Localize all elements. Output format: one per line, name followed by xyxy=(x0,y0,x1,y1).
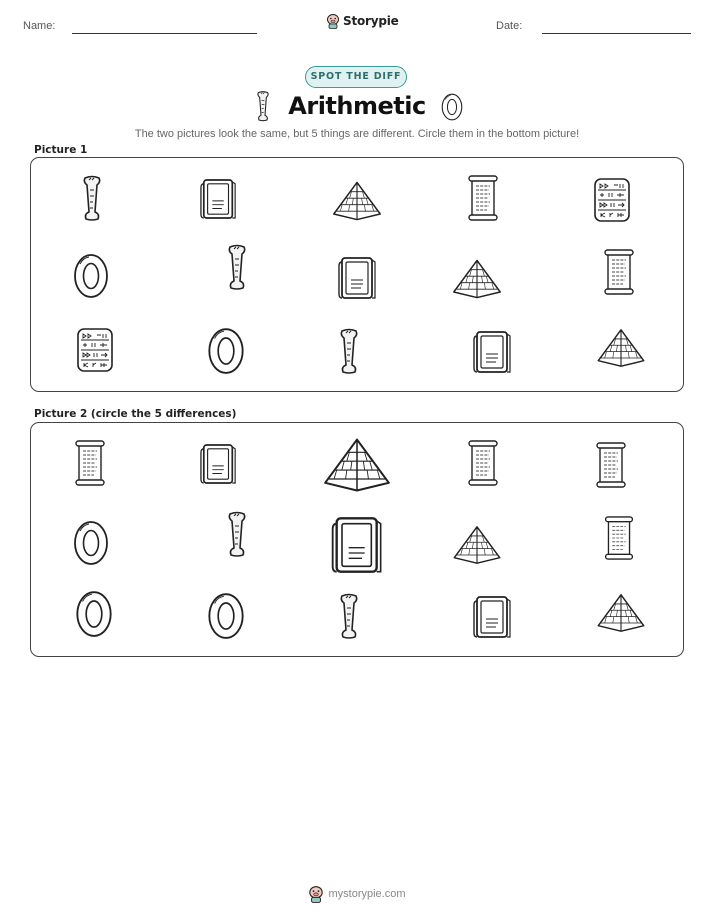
zero-digit-icon[interactable] xyxy=(75,589,113,639)
pyramid-icon[interactable] xyxy=(321,437,393,493)
book-icon[interactable] xyxy=(473,593,513,641)
bone-icon[interactable] xyxy=(80,174,104,222)
pig-mascot-icon xyxy=(326,13,340,29)
brand-logo xyxy=(326,13,399,29)
pyramid-icon[interactable] xyxy=(451,258,503,300)
book-icon[interactable] xyxy=(200,176,238,222)
scroll-icon[interactable] xyxy=(601,515,637,561)
brand-name: Storypie xyxy=(343,14,399,28)
scroll-icon[interactable] xyxy=(465,174,501,222)
pyramid-icon[interactable] xyxy=(595,593,647,633)
picture-1-label: Picture 1 xyxy=(34,144,88,156)
pig-mascot-icon xyxy=(308,885,324,903)
tablet-icon[interactable] xyxy=(75,326,115,374)
bone-icon[interactable] xyxy=(225,242,249,292)
scroll-icon[interactable] xyxy=(593,441,629,489)
book-icon[interactable] xyxy=(331,513,385,577)
zero-digit-icon[interactable] xyxy=(73,519,109,567)
zero-digit-icon[interactable] xyxy=(73,252,109,300)
name-label: Name: xyxy=(23,20,56,32)
scroll-icon[interactable] xyxy=(72,439,108,487)
footer-url[interactable]: mystorypie.com xyxy=(328,888,406,900)
pyramid-icon[interactable] xyxy=(451,525,503,565)
date-line[interactable] xyxy=(542,33,691,34)
bone-icon[interactable] xyxy=(337,326,361,376)
name-line[interactable] xyxy=(72,33,257,34)
worksheet-title: Arithmetic xyxy=(288,92,426,120)
activity-badge: SPOT THE DIFF xyxy=(305,66,407,88)
pyramid-icon[interactable] xyxy=(331,180,383,222)
scroll-icon[interactable] xyxy=(465,439,501,487)
scroll-icon[interactable] xyxy=(601,248,637,296)
bone-icon[interactable] xyxy=(337,591,361,641)
footer xyxy=(0,885,714,903)
zero-digit-icon[interactable] xyxy=(207,326,245,376)
zero-digit-icon[interactable] xyxy=(207,591,245,641)
picture-2-label: Picture 2 (circle the 5 differences) xyxy=(34,408,237,420)
date-label: Date: xyxy=(496,20,523,32)
bone-icon[interactable] xyxy=(225,509,249,559)
tablet-icon[interactable] xyxy=(592,176,632,224)
picture-1-panel xyxy=(30,157,684,392)
book-icon[interactable] xyxy=(200,441,238,487)
book-icon[interactable] xyxy=(473,328,513,376)
picture-2-panel xyxy=(30,422,684,657)
title-right-icon-wrap xyxy=(441,92,463,127)
pyramid-icon[interactable] xyxy=(595,328,647,368)
instructions: The two pictures look the same, but 5 things are different. Circle them in the bottom picture! xyxy=(134,128,580,140)
book-icon[interactable] xyxy=(338,254,378,302)
zero-digit-icon xyxy=(441,92,463,122)
